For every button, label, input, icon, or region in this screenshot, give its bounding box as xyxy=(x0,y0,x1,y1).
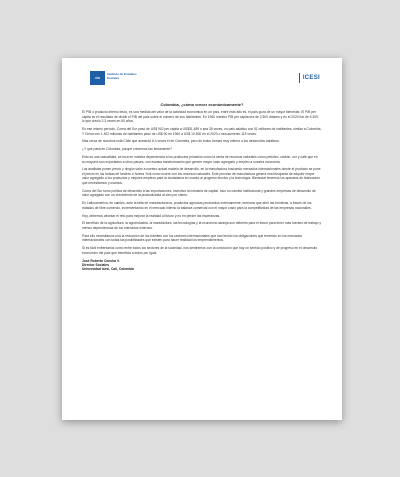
paragraph: Los analistas ponen precio y ningún valor a nuestro actual modelo de desarrollo, en la manufactura buscando mercados internacionales donde el producto se pone el precio en los bolsas de londres o Nueva York como ocurre con los recursos naturales. Este proceso de manufactura genera una búsqueda de adquirir mayor valor agregado a los productos y mejores empleos para la ciudadanía en cuanto al progreso técnico y la tecnología. Bienestar tenemos los aparatos de fabricación que necesitamos y usamos. xyxy=(82,167,321,186)
paragraph: Para ello necesitamos una la reducción de los trámites con los sectores internacionales que han tenido los obligaciones que tenemos en los mercados internacionales con todas las posibilidades que existen para hacer realidad los emprendimientos. xyxy=(82,233,302,243)
paragraph: Corea del Sur tomo política de desarrollo a las exportaciones, incentivo la industria de capital, tuvo un cambio institucional y grandes empresas de desarrollo de valor agregado con un crecimiento de la productividad al cien por ciento. xyxy=(82,188,316,198)
paragraph: ¿Y qué pasa en Colombia, porqué crecemos tan lentamente? xyxy=(82,147,172,152)
icesi-logo: ICESI xyxy=(299,73,320,83)
paragraph: En ese mismo período, Corea del Sur pasó de US$ 902 per cápita a US$31.489 o sea 35 veces, un país asiático con 51 millones de habitantes, similar a Colombia. Y China con 1.402 millones de habitantes pasó de US$ 90 en 1960 a US$ 10.500 en el 2020 o sea aumentó 115 veces. xyxy=(82,126,322,136)
paragraph: El PIB o producto interno bruto, es una medida del valor de la actividad económica en un país, entre más alto es, el país goza de un mayor bienestar. El PIB per cápita es el resultado de dividir el PIB del país sobre el número de sus habitantes. En 1960 nuestro PIB per cápita era de 2.500 dólares y en el 2020 fue de 5.300, lo que creció 2.3 veces en 60 años. xyxy=(82,110,319,124)
document-body xyxy=(82,110,322,271)
signature-role: Director Sociales xyxy=(82,262,109,267)
paragraph: Más cerca de nosotros está Chile que aumentó 6.4 veces el de Colombia, pero de todos formas muy inferior a los desarrollos asiáticos. xyxy=(82,139,280,144)
document-title: Colombia, ¿cómo crecer económicamente? xyxy=(160,102,244,107)
paragraph: En Latinoamérica, en cambio, ante la falta de manufactureros, productos agrícolas producidos externamente, tenemos que abrir las fronteras, a través de los tratados de libre comercio, incrementando en el mercado interno la balanza comercial con el mayor costo para la competitividad de las empresas nacionales. xyxy=(82,201,312,210)
document-page xyxy=(62,58,342,420)
header-logos xyxy=(90,71,320,87)
paragraph: Esto es una casualidad, se toca en nuestra dependencia a los productos primarios como la venta de recursos naturales como petróleo, carbón, oro y café que en su mayoría son exportados a otros países, con escasa transformación que genere mayor valor agregado y empleo a nuestra economía. xyxy=(82,154,318,164)
signature-block xyxy=(82,259,322,272)
paragraph: Si es fácil enfrentarlos como entre todos los sectores de la sociedad, nos sentiremos con la convicción que hay un sentido positivo y de progreso en el desarrollo económico del país que beneficia a todos por igual. xyxy=(82,246,318,255)
paragraph: Hoy, debemos afrontar el reto para mejorar la realidad al futuro y no en perder las esperanzas. xyxy=(82,213,221,218)
paragraph: El beneficio de la agricultura, la agroindustria, la manufactura, las tecnologías y la economía naranja son deberes para el futuro para tener más fuentes de trabajo y menos dependencias de los mercados externos. xyxy=(82,221,321,230)
signature-name: José Roberto Concha V. xyxy=(82,258,120,263)
signature-place: Universidad Icesi, Cali, Colombia xyxy=(82,266,134,271)
institute-name: Instituto de Estudios Sociales xyxy=(107,72,137,80)
institute-logo: ÓN xyxy=(90,71,105,85)
